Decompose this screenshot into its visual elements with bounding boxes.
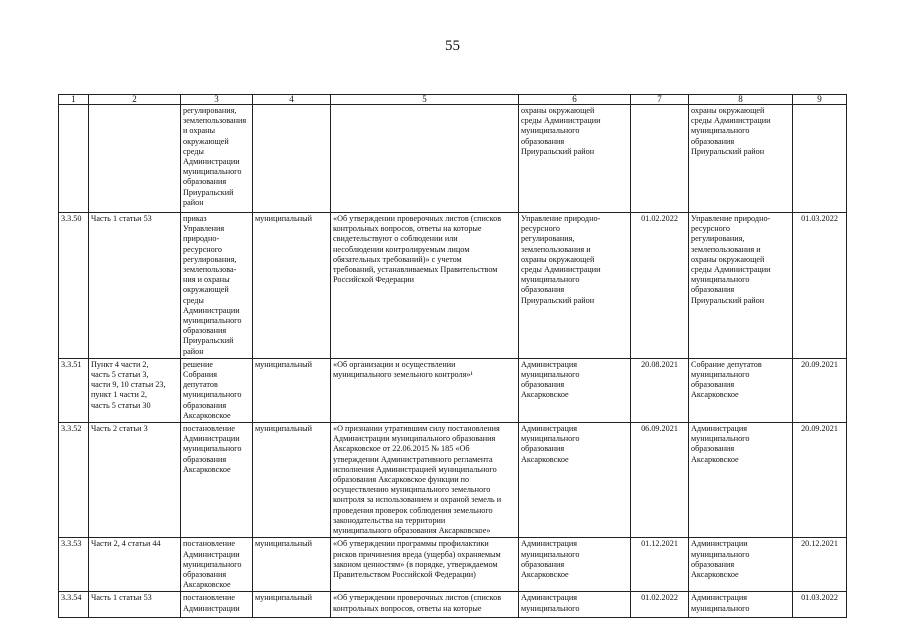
column-number: 7: [631, 95, 689, 105]
responsible-body: Администрация муниципального образования Аксарковское: [519, 538, 631, 592]
legal-basis: Часть 1 статьи 53: [89, 213, 181, 359]
table-row: [59, 592, 847, 618]
table-row: [59, 213, 847, 359]
act-level: [253, 105, 331, 213]
approving-body: Администрация муниципального: [689, 592, 793, 618]
responsible-body: Администрация муниципального образования Аксарковское: [519, 423, 631, 538]
column-number: 4: [253, 95, 331, 105]
item-number: 3.3.52: [59, 423, 89, 538]
act-type: постановление Администрации муниципального образования Аксарковское: [181, 538, 253, 592]
act-level: муниципальный: [253, 423, 331, 538]
column-number: 9: [793, 95, 847, 105]
act-type: постановление Администрации муниципального образования Аксарковское: [181, 423, 253, 538]
deadline-date: 20.08.2021: [631, 358, 689, 422]
legal-basis: Части 2, 4 статьи 44: [89, 538, 181, 592]
approving-body: Администрации муниципального образования Аксарковское: [689, 538, 793, 592]
approval-date: 20.09.2021: [793, 358, 847, 422]
table-row: [59, 423, 847, 538]
deadline-date: 01.02.2022: [631, 592, 689, 618]
approval-date: 01.03.2022: [793, 213, 847, 359]
responsible-body: охраны окружающей среды Администрации муниципального образования Приуральский район: [519, 105, 631, 213]
act-level: муниципальный: [253, 213, 331, 359]
item-number: 3.3.50: [59, 213, 89, 359]
approval-date: 01.03.2022: [793, 592, 847, 618]
item-number: 3.3.53: [59, 538, 89, 592]
legal-basis: Пункт 4 части 2, часть 5 статьи 3, части 9, 10 статьи 23, пункт 1 части 2, часть 5 статьи 30: [89, 358, 181, 422]
deadline-date: [631, 105, 689, 213]
table-row: [59, 538, 847, 592]
legal-basis: [89, 105, 181, 213]
act-type: решение Собрания депутатов муниципального образования Аксарковское: [181, 358, 253, 422]
act-level: муниципальный: [253, 538, 331, 592]
deadline-date: 06.09.2021: [631, 423, 689, 538]
responsible-body: Управление природно- ресурсного регулирования, землепользования и охраны окружающей среды Администрации муниципального образования Приуральский район: [519, 213, 631, 359]
column-number-row: [59, 95, 847, 105]
approval-date: 20.09.2021: [793, 423, 847, 538]
deadline-date: 01.02.2022: [631, 213, 689, 359]
act-title: «Об утверждении программы профилактики рисков причинения вреда (ущерба) охраняемым законом ценностям» (в порядке, утверждаемом Правительством Российской Федерации): [331, 538, 519, 592]
approval-date: 20.12.2021: [793, 538, 847, 592]
column-number: 6: [519, 95, 631, 105]
act-title: «Об организации и осуществлении муниципального земельного контроля»¹: [331, 358, 519, 422]
approving-body: Собрание депутатов муниципального образования Аксарковское: [689, 358, 793, 422]
approving-body: охраны окружающей среды Администрации муниципального образования Приуральский район: [689, 105, 793, 213]
approval-date: [793, 105, 847, 213]
act-title: [331, 105, 519, 213]
act-title: «О признании утратившим силу постановления Администрации муниципального образования Аксарковское от 22.06.2015 № 185 «Об утверждении Административного регламента исполнения Администрацией муниципального образования Аксарковское функции по осуществлению муниципального земельного контроля за использованием и охраной земель и проведения проверок соблюдения земельного законодательства на территории муниципального образования Аксарковское»: [331, 423, 519, 538]
regulations-table: [58, 94, 847, 618]
act-type: постановление Администрации: [181, 592, 253, 618]
act-level: муниципальный: [253, 358, 331, 422]
responsible-body: Администрация муниципального образования Аксарковское: [519, 358, 631, 422]
act-title: «Об утверждении проверочных листов (списков контрольных вопросов, ответы на которые: [331, 592, 519, 618]
act-type: регулирования, землепользования и охраны окружающей среды Администрации муниципального образования Приуральский район: [181, 105, 253, 213]
responsible-body: Администрация муниципального: [519, 592, 631, 618]
table-row: [59, 358, 847, 422]
deadline-date: 01.12.2021: [631, 538, 689, 592]
table-row: [59, 105, 847, 213]
act-type: приказ Управления природно- ресурсного регулирования, землепользова- ния и охраны окружающей среды Администрации муниципального образования Приуральский район: [181, 213, 253, 359]
column-number: 1: [59, 95, 89, 105]
column-number: 3: [181, 95, 253, 105]
item-number: 3.3.51: [59, 358, 89, 422]
act-level: муниципальный: [253, 592, 331, 618]
act-title: «Об утверждении проверочных листов (списков контрольных вопросов, ответы на которые свидетельствуют о соблюдении или несоблюдении контролируемым лицом обязательных требований)» с учетом требований, устанавливаемых Правительством Российской Федерации: [331, 213, 519, 359]
legal-basis: Часть 1 статьи 53: [89, 592, 181, 618]
item-number: [59, 105, 89, 213]
legal-basis: Часть 2 статьи 3: [89, 423, 181, 538]
column-number: 8: [689, 95, 793, 105]
approving-body: Администрация муниципального образования Аксарковское: [689, 423, 793, 538]
column-number: 2: [89, 95, 181, 105]
item-number: 3.3.54: [59, 592, 89, 618]
column-number: 5: [331, 95, 519, 105]
approving-body: Управление природно- ресурсного регулирования, землепользования и охраны окружающей среды Администрации муниципального образования Приуральский район: [689, 213, 793, 359]
page-number: 55: [445, 38, 460, 54]
